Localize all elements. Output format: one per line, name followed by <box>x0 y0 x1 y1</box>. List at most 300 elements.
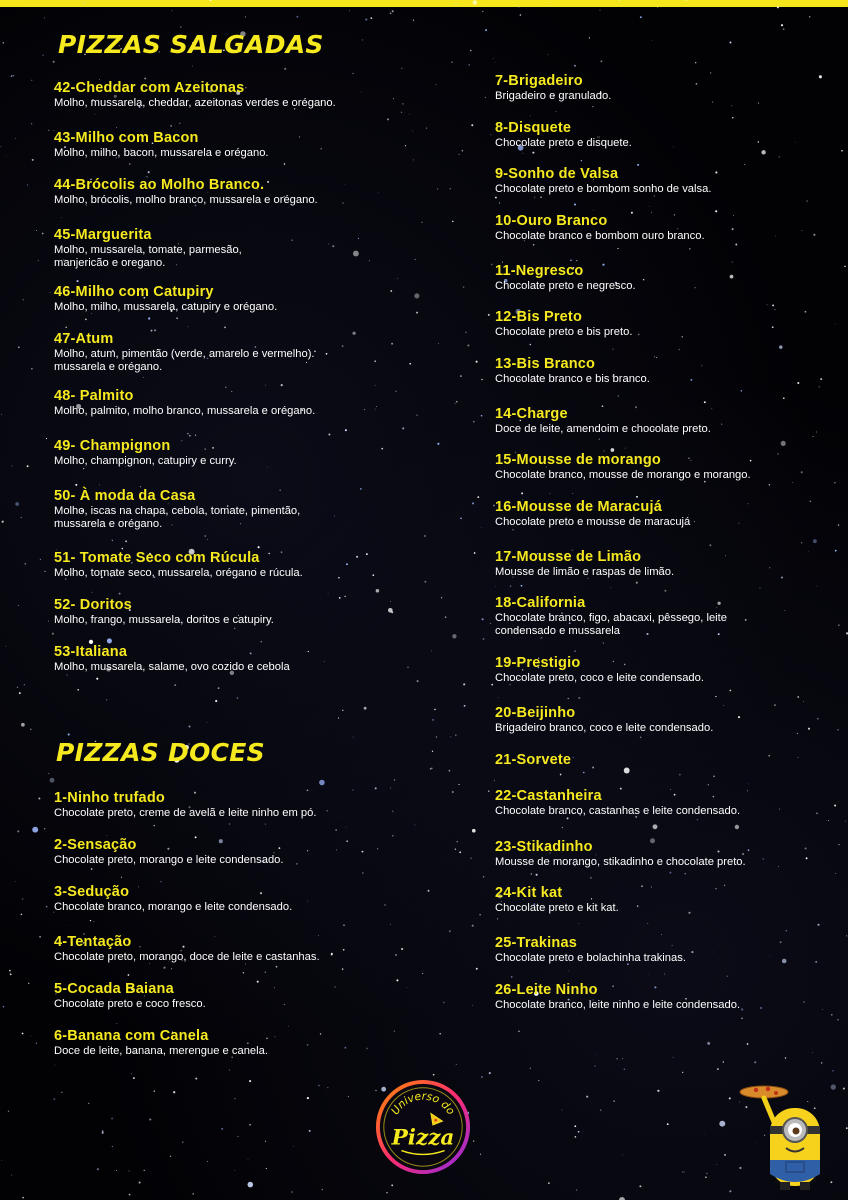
menu-item <box>495 309 835 356</box>
star <box>40 559 41 560</box>
item-description: Chocolate branco, morango e leite condensado. <box>54 901 293 913</box>
menu-item <box>495 213 835 263</box>
star <box>456 841 457 842</box>
star <box>106 699 107 700</box>
menu-item <box>495 935 835 982</box>
star <box>50 778 55 783</box>
star <box>248 1159 249 1160</box>
star <box>31 123 32 124</box>
star <box>144 1170 145 1171</box>
star <box>812 1052 813 1053</box>
star <box>695 62 696 63</box>
logo-main-text: Pizza <box>391 1125 455 1151</box>
star <box>36 1043 37 1044</box>
star <box>28 983 29 984</box>
menu-item <box>54 1028 444 1075</box>
star <box>50 292 51 293</box>
menu-item <box>495 595 835 655</box>
star <box>392 10 394 12</box>
star <box>618 0 619 1</box>
star <box>364 707 367 710</box>
star <box>445 616 447 618</box>
star <box>15 502 19 506</box>
star <box>785 1057 786 1058</box>
star <box>463 286 464 287</box>
star <box>21 517 22 518</box>
star <box>284 68 286 70</box>
star <box>846 935 847 936</box>
star <box>449 930 451 932</box>
star <box>466 332 467 333</box>
star <box>843 1088 845 1090</box>
star <box>193 1193 194 1194</box>
star <box>182 1141 183 1142</box>
star <box>129 1194 131 1196</box>
star <box>476 968 478 970</box>
star <box>245 16 246 17</box>
star <box>459 851 461 853</box>
star <box>18 346 20 348</box>
star <box>729 1190 731 1192</box>
star <box>6 156 7 157</box>
star <box>53 61 55 63</box>
star <box>783 28 785 30</box>
star <box>207 1161 208 1162</box>
menu-item <box>54 177 444 227</box>
star <box>44 828 45 829</box>
star <box>353 737 354 738</box>
star <box>13 75 14 76</box>
item-name: 24-Kit kat <box>495 885 563 901</box>
star <box>832 1070 833 1071</box>
menu-item <box>54 227 444 284</box>
star <box>338 718 339 719</box>
star <box>249 1124 251 1126</box>
star <box>469 64 470 65</box>
star <box>8 1111 9 1112</box>
menu-item <box>54 934 444 981</box>
menu-item <box>54 790 444 837</box>
star <box>21 723 25 727</box>
item-name: 44-Brócolis ao Molho Branco. <box>54 177 265 193</box>
menu-item <box>495 655 835 705</box>
star <box>473 0 477 4</box>
star <box>88 1103 89 1104</box>
menu-item <box>54 884 444 934</box>
star <box>476 361 478 363</box>
item-description: Molho, iscas na chapa, cebola, tomate, pimentão, mussarela e orégano. <box>54 505 301 530</box>
menu-item <box>495 499 835 549</box>
star <box>586 1096 588 1098</box>
star <box>520 14 522 16</box>
star <box>518 1030 520 1032</box>
star <box>495 62 496 63</box>
star <box>322 1189 324 1191</box>
item-description: Chocolate preto e negresco. <box>495 279 636 292</box>
star <box>574 1125 576 1127</box>
item-description: Molho, champignon, catupiry e curry. <box>54 455 237 467</box>
star <box>15 138 16 139</box>
star <box>112 1146 113 1147</box>
star <box>706 1173 707 1174</box>
item-name: 20-Beijinho <box>495 705 576 721</box>
star <box>1 1160 2 1161</box>
star <box>238 1136 239 1137</box>
item-description: Chocolate branco, castanhas e leite condensado. <box>495 804 741 817</box>
star <box>128 1170 129 1171</box>
menu-item <box>495 839 835 886</box>
star <box>83 2 84 3</box>
star <box>482 618 484 620</box>
star <box>719 1121 725 1127</box>
star <box>42 55 43 56</box>
star <box>485 29 487 31</box>
item-name: 4-Tentação <box>54 934 132 950</box>
item-description: Molho, milho, mussarela, catupiry e orégano. <box>54 301 278 313</box>
star <box>455 848 456 849</box>
item-name: 12-Bis Preto <box>495 309 583 325</box>
star <box>25 563 27 565</box>
star <box>327 1087 328 1088</box>
star <box>472 829 476 833</box>
star <box>470 50 472 52</box>
star <box>467 344 469 346</box>
star <box>489 1072 491 1074</box>
item-description: Mousse de limão e raspas de limão. <box>495 565 675 578</box>
star <box>729 1097 731 1099</box>
star <box>589 37 590 38</box>
star <box>613 1100 614 1101</box>
star <box>460 375 462 377</box>
item-description: Chocolate preto e kit kat. <box>495 902 619 914</box>
item-description: Molho, atum, pimentão (verde, amarelo e vermelho). mussarela e orégano. <box>54 348 315 373</box>
star <box>616 1058 617 1059</box>
menu-item <box>54 388 444 438</box>
star <box>362 39 363 40</box>
star <box>550 2 551 3</box>
menu-item <box>495 120 835 167</box>
star <box>456 401 458 403</box>
menu-item <box>495 356 835 406</box>
item-name: 22-Castanheira <box>495 787 602 804</box>
item-description: Molho, mussarela, salame, ovo cozido e cebola <box>54 661 290 673</box>
star <box>68 733 70 735</box>
menu-item <box>54 837 444 884</box>
star <box>430 768 432 770</box>
item-description: Chocolate preto e bombom sonho de valsa. <box>495 183 712 195</box>
star <box>673 1057 674 1058</box>
star <box>716 1164 717 1165</box>
star <box>685 0 687 1</box>
item-name: 19-Prestigio <box>495 655 581 671</box>
star <box>456 1064 457 1065</box>
star <box>640 16 642 18</box>
star <box>370 17 372 19</box>
star <box>652 40 653 41</box>
star <box>472 502 474 504</box>
star <box>472 925 474 927</box>
star <box>309 1130 311 1132</box>
star <box>488 790 489 791</box>
star <box>474 552 476 554</box>
logo-top-text: Universo do <box>388 1089 458 1118</box>
star <box>455 403 456 404</box>
menu-item <box>495 73 835 120</box>
star <box>490 623 491 624</box>
star <box>723 1061 724 1062</box>
star <box>11 1175 12 1176</box>
star <box>349 11 350 12</box>
star <box>538 1080 539 1081</box>
item-name: 1-Ninho trufado <box>54 790 165 806</box>
item-name: 13-Bis Branco <box>495 355 596 372</box>
item-name: 18-California <box>495 595 586 611</box>
star <box>38 797 40 799</box>
star <box>530 1068 531 1069</box>
star <box>44 571 45 572</box>
star <box>348 1096 349 1097</box>
star <box>575 1136 577 1138</box>
star <box>390 788 391 789</box>
menu-item <box>54 130 444 177</box>
star <box>491 684 493 686</box>
star <box>48 621 49 622</box>
menu-item <box>495 788 835 839</box>
item-name: 51- Tomate Seco com Rúcula <box>54 550 260 566</box>
item-description: Doce de leite, banana, merengue e canela. <box>54 1045 268 1057</box>
star <box>192 66 193 67</box>
star <box>452 634 456 638</box>
star <box>781 24 783 26</box>
star <box>835 324 836 325</box>
star <box>3 1006 4 1007</box>
star <box>342 710 343 711</box>
menu-item <box>495 885 835 935</box>
item-name: 53-Italiana <box>54 644 128 660</box>
star <box>24 684 25 685</box>
star <box>61 1092 62 1093</box>
item-name: 16-Mousse de Maracujá <box>495 498 662 515</box>
star <box>622 1155 623 1156</box>
star <box>562 1110 563 1111</box>
item-name: 47-Atum <box>54 331 114 347</box>
menu-item <box>495 406 835 453</box>
star <box>481 415 483 417</box>
star <box>491 264 493 266</box>
star <box>747 1043 749 1045</box>
star <box>471 124 473 126</box>
star <box>596 1054 597 1055</box>
star <box>221 1128 223 1130</box>
star <box>463 683 465 685</box>
star <box>38 260 39 261</box>
star <box>717 1068 719 1070</box>
star <box>237 697 238 698</box>
star <box>207 722 208 723</box>
star <box>493 58 494 59</box>
star <box>102 1130 103 1131</box>
star <box>31 368 33 370</box>
star <box>481 1076 483 1078</box>
star <box>133 1077 135 1079</box>
star <box>682 1171 683 1172</box>
star <box>483 876 485 878</box>
item-description: Mousse de morango, stikadinho e chocolate preto. <box>495 855 746 868</box>
star <box>838 624 839 625</box>
item-description: Molho, palmito, molho branco, mussarela e orégano. <box>54 405 316 417</box>
item-description: Chocolate branco e bombom ouro branco. <box>495 229 705 242</box>
star <box>97 1168 99 1170</box>
item-description: Molho, milho, bacon, mussarela e orégano. <box>54 147 269 159</box>
menu-item <box>54 550 444 597</box>
star <box>266 1168 267 1169</box>
star <box>386 1192 387 1193</box>
star <box>11 75 13 77</box>
star <box>600 9 601 10</box>
item-name: 15-Mousse de morango <box>495 452 661 468</box>
star <box>23 299 24 300</box>
menu-item <box>495 752 835 788</box>
star <box>27 184 28 185</box>
star <box>481 527 482 528</box>
item-description: Chocolate preto, creme de avelã e leite ninho em pó. <box>54 807 317 819</box>
menu-item <box>54 438 444 488</box>
star <box>639 1185 641 1187</box>
doces-list-right <box>495 73 835 1028</box>
star <box>39 936 41 938</box>
star <box>17 830 19 832</box>
menu-item <box>54 284 444 331</box>
star <box>481 379 483 381</box>
salgadas-list <box>54 80 444 694</box>
star <box>477 496 479 498</box>
menu-item <box>54 80 444 130</box>
star <box>15 881 16 882</box>
star <box>548 54 549 55</box>
star <box>319 780 325 786</box>
star <box>249 1080 251 1082</box>
item-description: Molho, frango, mussarela, doritos e catupiry. <box>54 614 274 626</box>
item-description: Brigadeiro e granulado. <box>495 90 612 102</box>
item-name: 49- Champignon <box>54 438 171 454</box>
star <box>248 1182 254 1188</box>
star <box>724 1154 726 1156</box>
item-name: 11-Negresco <box>495 262 584 279</box>
star <box>18 605 19 606</box>
item-description: Brigadeiro branco, coco e leite condensado. <box>495 722 714 734</box>
star <box>837 729 839 731</box>
section-title-doces: PIZZAS DOCES <box>56 738 265 767</box>
item-description: Chocolate branco e bis branco. <box>495 372 650 385</box>
menu-item <box>495 452 835 499</box>
item-description: Molho, brócolis, molho branco, mussarela e orégano. <box>54 194 318 206</box>
star <box>154 1090 155 1091</box>
star <box>5 646 6 647</box>
star <box>307 1097 309 1099</box>
star <box>42 233 44 235</box>
star <box>215 700 217 702</box>
star <box>462 150 464 152</box>
star <box>353 73 354 74</box>
menu-item <box>54 331 444 388</box>
star <box>846 1127 848 1129</box>
star <box>36 230 37 231</box>
star <box>574 65 576 67</box>
star <box>401 68 402 69</box>
menu-item <box>495 166 835 213</box>
star <box>600 60 602 62</box>
item-name: 50- À moda da Casa <box>54 488 196 504</box>
star <box>235 1170 236 1171</box>
item-description: Chocolate preto, coco e leite condensado. <box>495 672 704 684</box>
star <box>22 898 24 900</box>
star <box>754 1061 756 1063</box>
star <box>455 3 456 4</box>
star <box>172 10 173 11</box>
menu-item <box>495 549 835 596</box>
star <box>841 150 843 152</box>
item-description: Molho, mussarela, tomate, parmesão, manjericão e oregano. <box>54 244 242 269</box>
menu-item <box>54 981 444 1028</box>
item-name: 45-Marguerita <box>54 227 152 243</box>
star <box>19 692 21 694</box>
star <box>845 821 846 822</box>
item-description: Chocolate preto e bolachinha trakinas. <box>495 952 686 964</box>
star <box>821 1062 823 1064</box>
star <box>458 154 459 155</box>
menu-item <box>495 263 835 310</box>
item-description: Chocolate branco, mousse de morango e morango. <box>495 469 751 481</box>
star <box>234 1098 235 1099</box>
star <box>9 970 11 972</box>
star <box>450 736 451 737</box>
item-description: Molho, mussarela, cheddar, azeitonas verdes e orégano. <box>54 97 336 109</box>
menu-item <box>495 982 835 1029</box>
star <box>777 6 779 8</box>
menu-item <box>54 597 444 644</box>
star <box>809 16 811 18</box>
menu-item <box>495 705 835 752</box>
star <box>44 17 45 18</box>
star <box>488 314 490 316</box>
item-name: 7-Brigadeiro <box>495 73 583 89</box>
star <box>707 1042 710 1045</box>
star <box>682 1072 683 1073</box>
star <box>30 729 31 730</box>
item-description: Doce de leite, amendoim e chocolate preto. <box>495 422 711 435</box>
star <box>432 719 434 721</box>
star <box>394 779 395 780</box>
star <box>139 1182 141 1184</box>
star <box>365 19 367 21</box>
star <box>436 736 438 738</box>
item-description: Chocolate preto e mousse de maracujá <box>495 515 691 528</box>
star <box>705 1176 707 1178</box>
star <box>684 1171 685 1172</box>
star <box>455 734 457 736</box>
star <box>449 770 451 772</box>
item-description: Chocolate preto, morango e leite condensado. <box>54 854 284 866</box>
star <box>482 11 483 12</box>
item-name: 9-Sonho de Valsa <box>495 166 619 182</box>
star <box>390 12 392 14</box>
item-name: 5-Cocada Baiana <box>54 981 174 997</box>
star <box>27 465 29 467</box>
item-name: 8-Disquete <box>495 119 572 136</box>
item-name: 23-Stikadinho <box>495 838 593 855</box>
minion-holding-pizza-icon <box>734 1078 834 1196</box>
star <box>318 1085 320 1087</box>
